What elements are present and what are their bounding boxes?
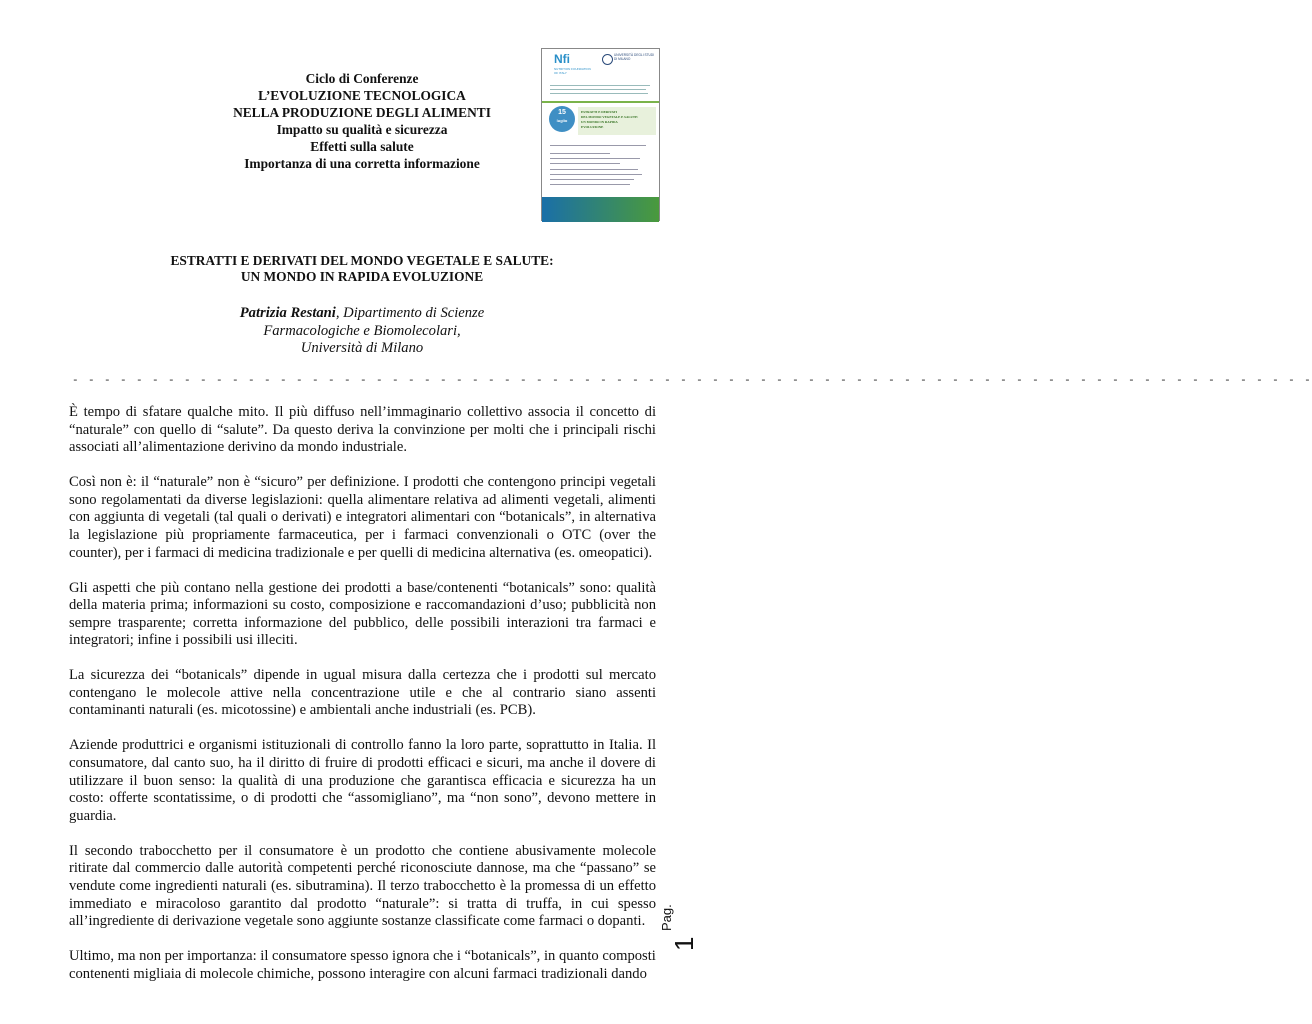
- flyer-text-line: [550, 174, 642, 175]
- flyer-text-line: [550, 145, 646, 146]
- article-body: [69, 404, 656, 1001]
- flyer-date-badge: [549, 106, 575, 132]
- paragraph: La sicurezza dei “botanicals” dipende in ugual misura dalla certezza che i prodotti sul mercato contengano le molecole attive nella concentrazione utile e che al contrario siano assenti contaminanti naturali (es. micotossine) e ambientali anche industriali (es. PCB).: [69, 667, 656, 719]
- paragraph: Aziende produttrici e organismi istituzionali di controllo fanno la loro parte, soprattutto in Italia. Il consumatore, dal canto suo, ha il diritto di fruire di prodotti efficaci e sicuri, ma anche il dovere di utilizzare il buon senso: la qualità di una produzione che garantisca efficacia e sicurezza ha un costo: offerte scontatissime, o di prodotti che “assomigliano”, ma “non sono”, devono mettere in guardia.: [69, 737, 656, 824]
- paragraph: Ultimo, ma non per importanza: il consumatore spesso ignora che i “botanicals”, in quanto composti contenenti migliaia di molecole chimiche, possono interagire con alcuni farmaci tradizionali dando: [69, 948, 656, 982]
- header-line: Ciclo di Conferenze: [305, 71, 419, 86]
- page-number: [659, 904, 703, 965]
- paragraph: È tempo di sfatare qualche mito. Il più diffuso nell’immaginario collettivo associa il concetto di “naturale” con quello di “salute”. Da questo deriva la convinzione per molti che i principali rischi associati all’alimentazione derivino da mondo industriale.: [69, 404, 656, 456]
- conference-flyer-image: [541, 48, 660, 221]
- flyer-text-line: [550, 85, 650, 86]
- flyer-title-box: [578, 107, 656, 135]
- page-number-value: 1: [669, 936, 699, 951]
- author-department: , Dipartimento di Scienze: [335, 305, 485, 321]
- flyer-text-line: [550, 89, 646, 90]
- article-title-line: UN MONDO IN RAPIDA EVOLUZIONE: [240, 269, 484, 284]
- author-block: [60, 305, 664, 358]
- page-number-label: Pag.: [659, 904, 674, 931]
- header-line: NELLA PRODUZIONE DEGLI ALIMENTI: [233, 105, 491, 120]
- university-seal-icon: [602, 54, 613, 65]
- flyer-title-line: EVOLUZIONE: [581, 125, 604, 129]
- flyer-text-line: [550, 93, 648, 94]
- flyer-text-line: [550, 184, 630, 185]
- header-line: L’EVOLUZIONE TECNOLOGICA: [258, 88, 466, 103]
- flyer-title-line: UN MONDO IN RAPIDA: [581, 120, 618, 124]
- header-line: Effetti sulla salute: [310, 139, 414, 154]
- flyer-date-day: 15: [558, 109, 566, 116]
- paragraph: Il secondo trabocchetto per il consumatore è un prodotto che contiene abusivamente molecole ritirate dal commercio dalle autorità competenti perché riconosciute dannose, ma che “passano” se vendute come ingredienti naturali (es. sibutramina). Il terzo trabocchetto è la promessa di un effetto immediato e miracoloso garantito dal prodotto “naturale”: si tratta di truffa, in cui spesso all’ingrediente di derivazione vegetale sono aggiunte sostanze classificate come farmaci o dopanti.: [69, 842, 656, 930]
- header-line: Importanza di una corretta informazione: [244, 156, 480, 171]
- author-line: [60, 305, 664, 323]
- paragraph: Gli aspetti che più contano nella gestione dei prodotti a base/contenenti “botanicals” sono: qualità della materia prima; informazioni su costo, composizione e raccomandazioni d’uso; pubblicità non sempre trasparente; corretta informazione del pubblico, delle possibili interazioni tra farmaci e integratori; infine i possibili usi illeciti.: [69, 579, 656, 649]
- flyer-text-line: [550, 158, 640, 159]
- header-line: Impatto su qualità e sicurezza: [276, 122, 448, 137]
- author-university: Università di Milano: [300, 340, 424, 356]
- nfi-logo-subtitle: NUTRITION FOUNDATION OF ITALY: [554, 67, 591, 75]
- university-logo-text: UNIVERSITÀ DEGLI STUDI DI MILANO: [614, 53, 655, 61]
- paragraph: Così non è: il “naturale” non è “sicuro” per definizione. I prodotti che contengono principi vegetali sono regolamentati da diverse legislazioni: quella alimentare relativa ad alimenti vegetali, alimenti con aggiunta di vegetali (tal quali o derivati) e integratori alimentari con “botanicals”, in alternativa la legislazione più propriamente farmaceutica, per i farmaci convenzionali o OTC (over the counter), per i farmaci di medicina tradizionale e per quelli di medicina alternativa (es. omeopatici).: [69, 474, 656, 561]
- separator-line: - - - - - - - - - - - - - - - - - - - - - - - - - - - - - - - - - - - - - - - - - - - - - - - - - - - - - - - - - - - - - - - - - - - - - - - - - - - - - -: [72, 375, 1312, 387]
- flyer-text-line: [550, 169, 638, 170]
- conference-header: [180, 70, 544, 172]
- article-title-line: ESTRATTI E DERIVATI DEL MONDO VEGETALE E SALUTE:: [170, 253, 554, 268]
- nfi-logo: Nfi: [554, 52, 570, 66]
- flyer-title-line: ESTRATTI E DERIVATI: [581, 110, 618, 114]
- flyer-text-line: [550, 163, 620, 164]
- flyer-footer-bar: [542, 197, 659, 222]
- flyer-text-line: [550, 179, 634, 180]
- author-name: Patrizia Restani: [239, 305, 336, 321]
- article-title: [60, 253, 664, 285]
- flyer-title-line: DEL MONDO VEGETALE E SALUTE:: [581, 115, 639, 119]
- author-affiliation: Farmacologiche e Biomolecolari,: [263, 322, 461, 339]
- flyer-date-month: luglio: [556, 118, 568, 123]
- flyer-text-line: [550, 153, 610, 154]
